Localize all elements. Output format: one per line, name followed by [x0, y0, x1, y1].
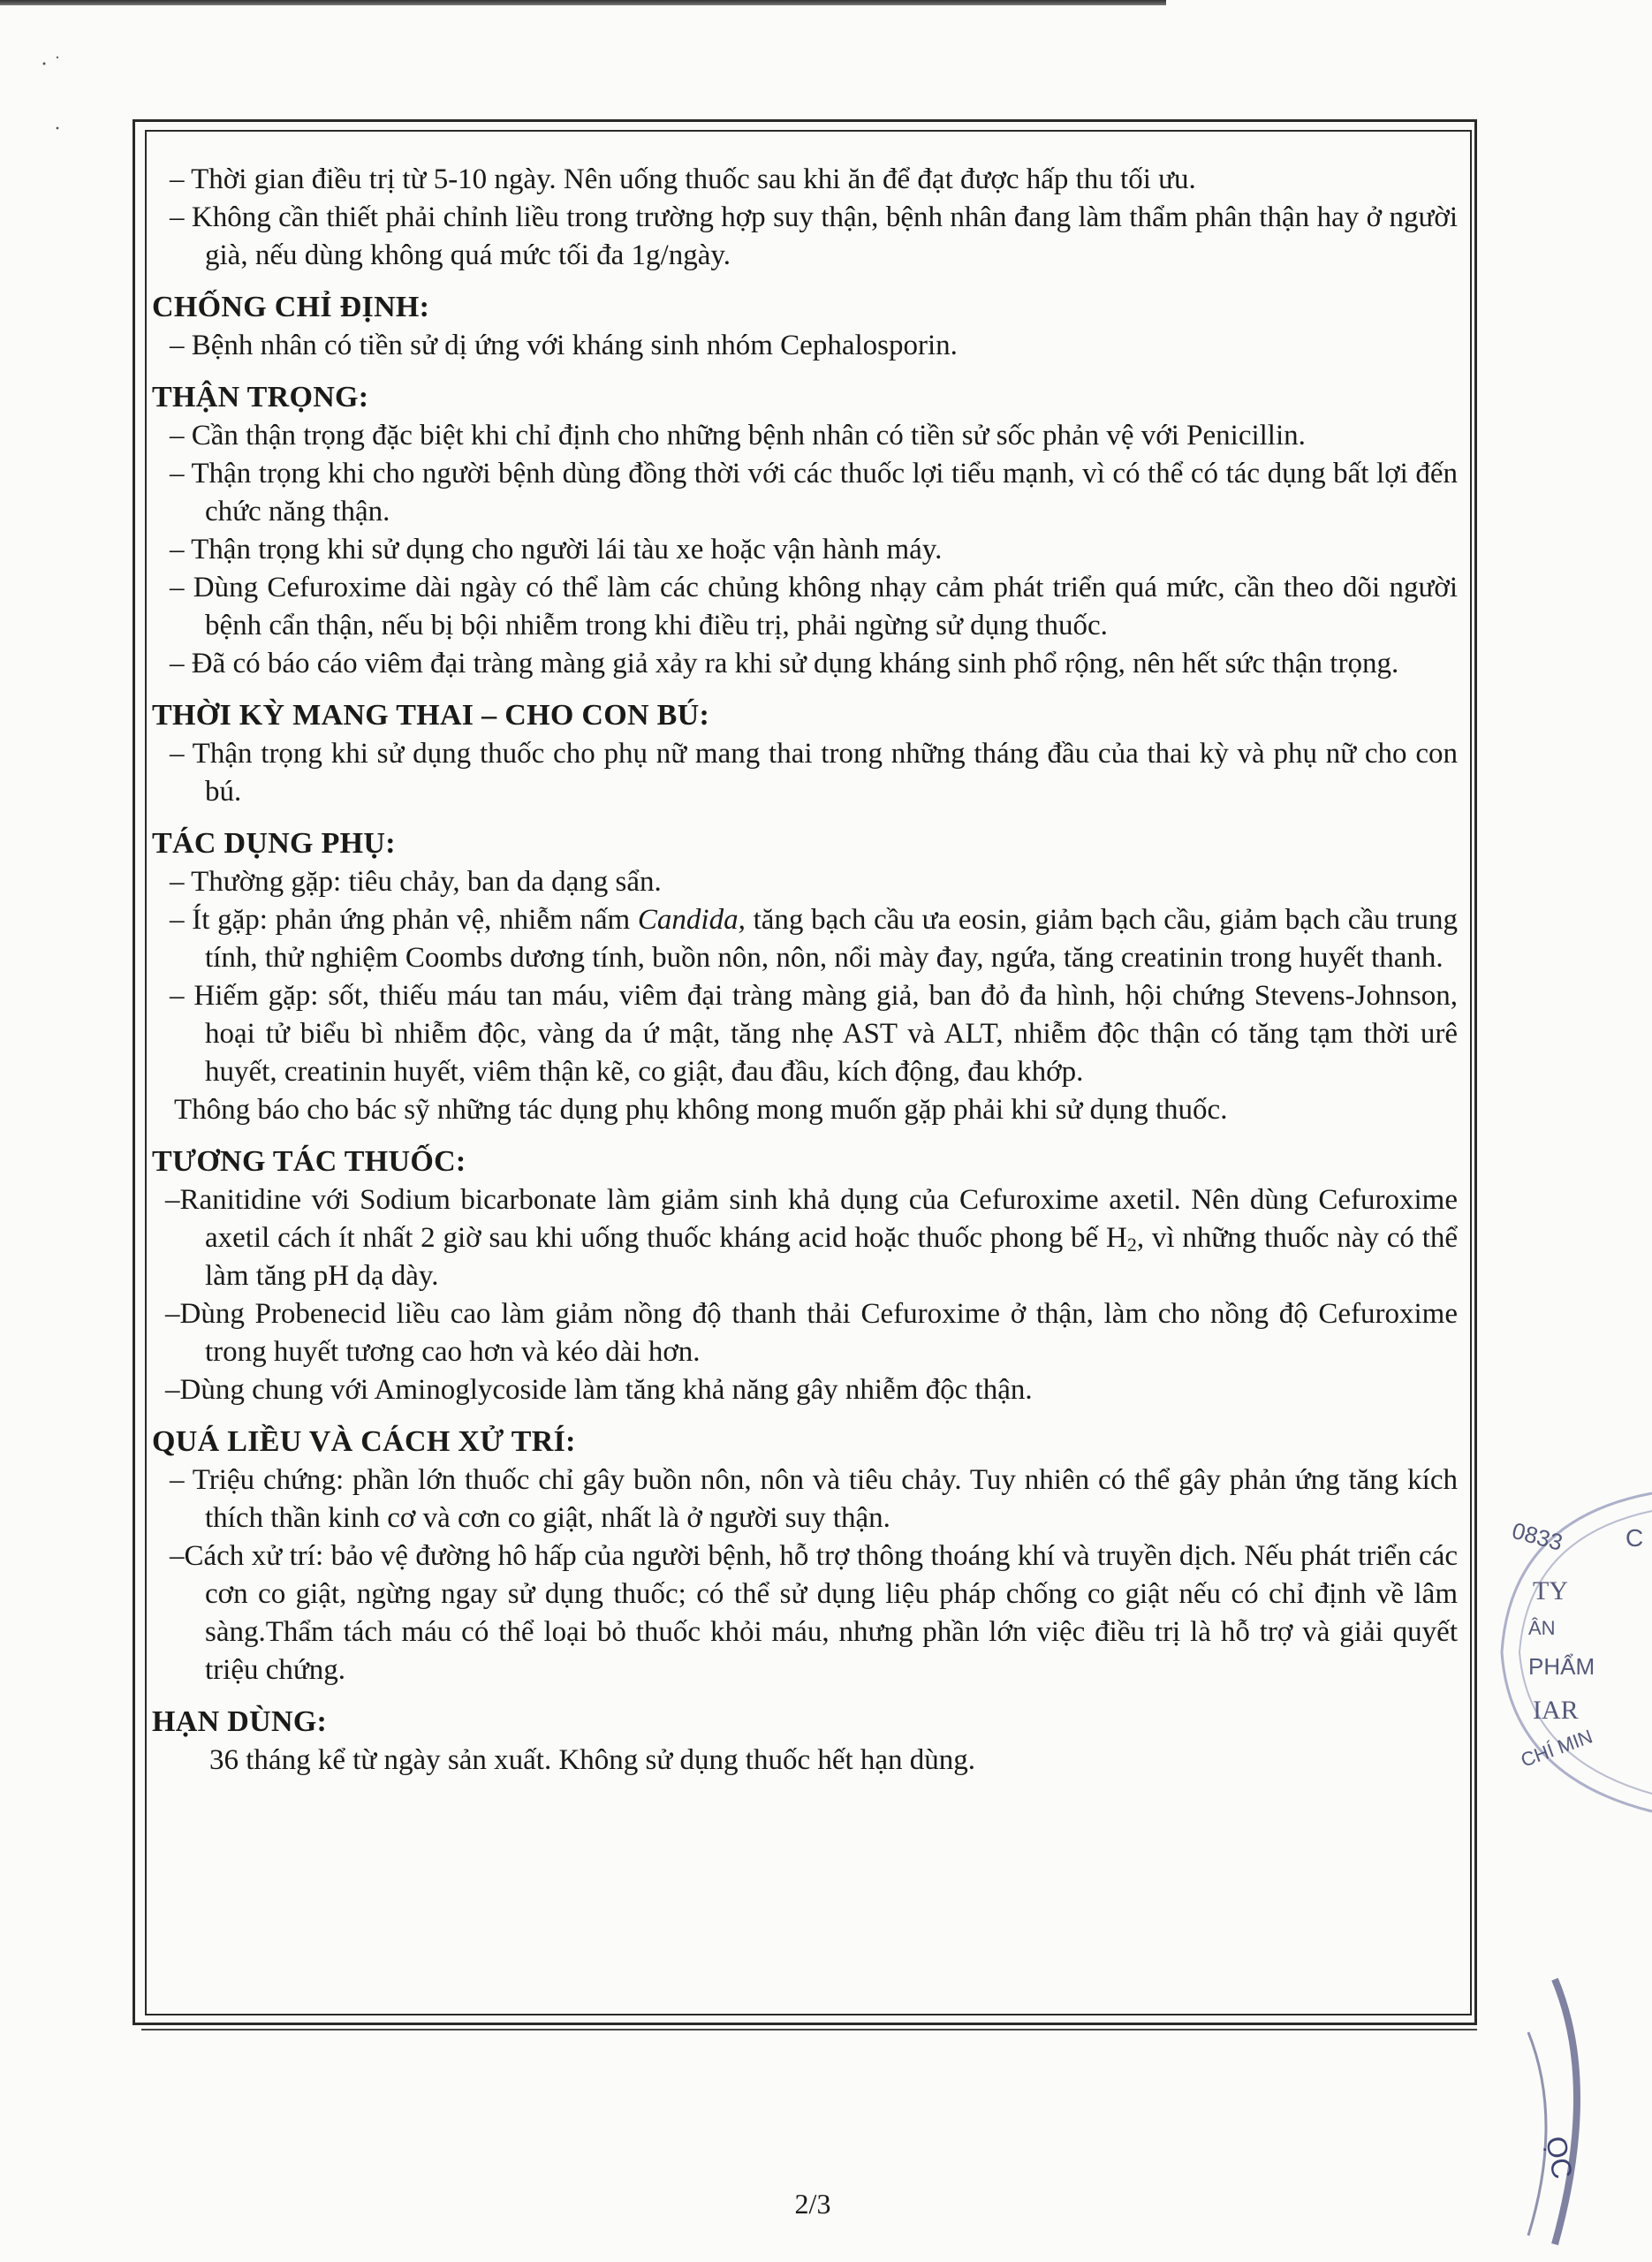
section-title: THỜI KỲ MANG THAI – CHO CON BÚ: — [152, 699, 710, 732]
company-stamp-partial — [1493, 1484, 1652, 1820]
overdose-item: –Cách xử trí: bảo vệ đường hô hấp của người bệnh, hỗ trợ thông thoáng khí và truyền dịch. Nếu phát triển các cơn co giật, ngừng ngay sử dụng thuốc; có thể sử dụng liệu pháp chống co giật nếu có chỉ định về lâm sàng.Thẩm tách máu có thể loại bỏ thuốc khỏi máu, nhưng phần lớn việc điều trị là hỗ trợ và giải quyết triệu chứng. — [170, 1540, 1458, 1686]
section-title: TÁC DỤNG PHỤ: — [152, 827, 396, 860]
side-effect-common: – Thường gặp: tiêu chảy, ban da dạng sẩn. — [170, 866, 662, 898]
pregnancy-item: – Thận trọng khi sử dụng thuốc cho phụ nữ mang thai trong những tháng đầu của thai kỳ và phụ nữ cho con bú. — [170, 738, 1458, 808]
stamp-text: C — [1625, 1524, 1644, 1552]
section-title: QUÁ LIỀU VÀ CÁCH XỬ TRÍ: — [152, 1425, 576, 1458]
precaution-item: – Thận trọng khi cho người bệnh dùng đồng thời với các thuốc lợi tiểu mạnh, vì có thể có tác dụng bất lợi đến chức năng thận. — [170, 458, 1458, 528]
pregnancy-section — [152, 695, 1458, 811]
candida-italic: Candida, — [637, 904, 746, 936]
intro-item: – Thời gian điều trị từ 5-10 ngày. Nên uống thuốc sau khi ăn để đạt được hấp thu tối ưu. — [170, 163, 1196, 195]
contraindication-item: – Bệnh nhân có tiền sử dị ứng với kháng sinh nhóm Cephalosporin. — [170, 330, 958, 361]
overdose-item: – Triệu chứng: phần lớn thuốc chỉ gây buồn nôn, nôn và tiêu chảy. Tuy nhiên có thể gây phản ứng tăng kích thích thần kinh cơ và cơn co giật, nhất là ở người suy thận. — [170, 1464, 1458, 1534]
stamp-text: 0833 — [1509, 1516, 1566, 1556]
document-body — [152, 161, 1458, 1780]
stamp-partial-lower — [1502, 1979, 1602, 2262]
section-title: THẬN TRỌNG: — [152, 381, 369, 414]
intro-item: – Không cần thiết phải chỉnh liều trong trường hợp suy thận, bệnh nhân đang làm thẩm phân thận hay ở người già, nếu dùng không quá mức tối đa 1g/ngày. — [170, 201, 1458, 271]
stamp-text: ỌC — [1540, 2133, 1579, 2182]
shelf-life-section — [152, 1702, 1458, 1780]
overdose-section — [152, 1422, 1458, 1689]
stamp-text: CHÍ MIN — [1518, 1725, 1595, 1772]
section-title: CHỐNG CHỈ ĐỊNH: — [152, 291, 430, 323]
h2-subscript: 2 — [1126, 1233, 1137, 1256]
scan-specks — [18, 53, 71, 141]
page-number: 2/3 — [794, 2188, 831, 2220]
interactions-section — [152, 1142, 1458, 1409]
side-effect-uncommon — [152, 901, 1458, 977]
interaction-item: –Dùng chung với Aminoglycoside làm tăng khả năng gây nhiễm độc thận. — [165, 1374, 1033, 1406]
stamp-text: PHẨM — [1528, 1653, 1595, 1680]
frame-bottom-rule — [141, 2029, 1477, 2030]
top-edge-rule — [0, 0, 1166, 5]
side-effect-notice: Thông báo cho bác sỹ những tác dụng phụ không mong muốn gặp phải khi sử dụng thuốc. — [174, 1094, 1228, 1126]
interaction-item: –Dùng Probenecid liều cao làm giảm nồng độ thanh thải Cefuroxime ở thận, làm cho nồng độ Cefuroxime trong huyết tương cao hơn và kéo dài hơn. — [165, 1298, 1458, 1368]
interaction-item — [152, 1181, 1458, 1295]
intro-section — [152, 161, 1458, 275]
stamp-text: TY — [1533, 1576, 1568, 1605]
section-title: TƯƠNG TÁC THUỐC: — [152, 1145, 466, 1178]
precaution-item: – Đã có báo cáo viêm đại tràng màng giả xảy ra khi sử dụng kháng sinh phổ rộng, nên hết sức thận trọng. — [170, 648, 1399, 679]
side-effect-rare: – Hiếm gặp: sốt, thiếu máu tan máu, viêm đại tràng màng giả, ban đỏ đa hình, hội chứng Stevens-Johnson, hoại tử biểu bì nhiễm độc, vàng da ứ mật, tăng nhẹ AST và ALT, nhiễm độc thận có tăng tạm thời urê huyết, creatinin huyết, viêm thận kẽ, co giật, đau đầu, kích động, đau khớp. — [170, 980, 1458, 1088]
stamp-text: IAR — [1533, 1696, 1579, 1725]
interaction-text: –Ranitidine với Sodium bicarbonate làm giảm sinh khả dụng của Cefuroxime axetil. Nên dùng Cefuroxime axetil cách ít nhất 2 giờ sau khi uống thuốc kháng acid hoặc thuốc phong bế H — [165, 1184, 1458, 1254]
precaution-item: – Cần thận trọng đặc biệt khi chỉ định cho những bệnh nhân có tiền sử sốc phản vệ với Penicillin. — [170, 420, 1306, 452]
side-effects-section — [152, 824, 1458, 1129]
interaction-text-rest: , vì những thuốc này có thể làm tăng pH dạ dày. — [205, 1222, 1459, 1292]
precautions-section — [152, 377, 1458, 683]
stamp-text: ÂN — [1528, 1617, 1556, 1639]
side-effect-uncommon-rest: tăng bạch cầu ưa eosin, giảm bạch cầu, giảm bạch cầu trung tính, thử nghiệm Coombs dương tính, buồn nôn, nôn, nổi mày đay, ngứa, tăng creatinin trong huyết thanh. — [205, 904, 1458, 974]
side-effect-uncommon-lead: – Ít gặp: phản ứng phản vệ, nhiễm nấm — [170, 904, 638, 936]
contraindications-section — [152, 287, 1458, 365]
section-title: HẠN DÙNG: — [152, 1705, 328, 1738]
shelf-life-text: 36 tháng kể từ ngày sản xuất. Không sử dụng thuốc hết hạn dùng. — [209, 1744, 976, 1776]
precaution-item: – Dùng Cefuroxime dài ngày có thể làm các chủng không nhạy cảm phát triển quá mức, cần theo dõi người bệnh cẩn thận, nếu bị bội nhiễm trong khi điều trị, phải ngừng sử dụng thuốc. — [170, 572, 1458, 641]
precaution-item: – Thận trọng khi sử dụng cho người lái tàu xe hoặc vận hành máy. — [170, 534, 943, 566]
